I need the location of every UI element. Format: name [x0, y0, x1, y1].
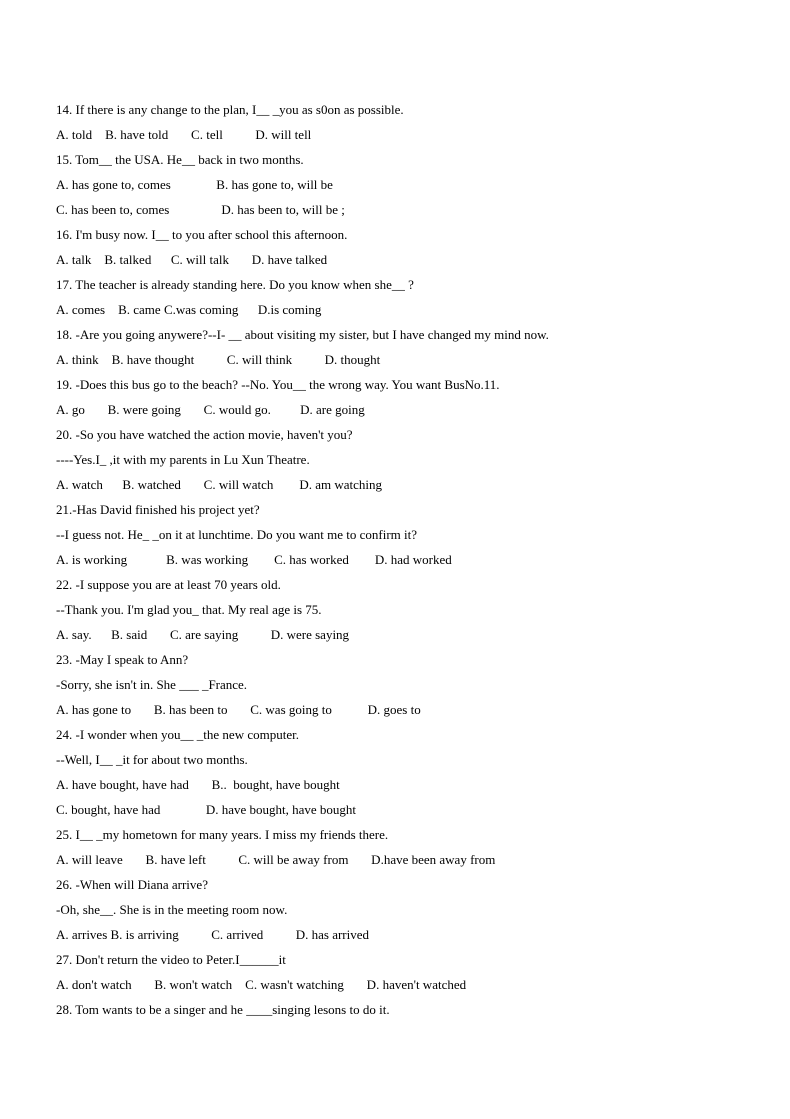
options-14: A. told B. have told C. tell D. will tell: [56, 127, 312, 142]
question-27: 27. Don't return the video to Peter.I______it: [56, 952, 286, 967]
question-23-reply: -Sorry, she isn't in. She ___ _France.: [56, 677, 248, 692]
question-21: 21.-Has David finished his project yet?: [56, 502, 260, 517]
options-22: A. say. B. said C. are saying D. were saying: [56, 627, 350, 642]
options-27: A. don't watch B. won't watch C. wasn't watching D. haven't watched: [56, 977, 467, 992]
question-26-reply: -Oh, she__. She is in the meeting room now.: [56, 902, 288, 917]
question-18: 18. -Are you going anywere?--I- __ about visiting my sister, but I have changed my mind now.: [56, 327, 549, 342]
options-25: A. will leave B. have left C. will be away from D.have been away from: [56, 852, 496, 867]
options-21: A. is working B. was working C. has worked D. had worked: [56, 552, 452, 567]
options-23: A. has gone to B. has been to C. was going to D. goes to: [56, 702, 421, 717]
options-24-row-1: A. have bought, have had B.. bought, have bought: [56, 777, 340, 792]
question-15: 15. Tom__ the USA. He__ back in two months.: [56, 152, 304, 167]
exercise-text: [56, 100, 756, 1025]
question-16: 16. I'm busy now. I__ to you after school this afternoon.: [56, 227, 348, 242]
options-16: A. talk B. talked C. will talk D. have talked: [56, 252, 328, 267]
options-24-row-2: C. bought, have had D. have bought, have bought: [56, 802, 357, 817]
question-22-reply: --Thank you. I'm glad you_ that. My real age is 75.: [56, 602, 322, 617]
question-20-reply: ----Yes.I_ ,it with my parents in Lu Xun Theatre.: [56, 452, 310, 467]
options-19: A. go B. were going C. would go. D. are going: [56, 402, 365, 417]
question-24-reply: --Well, I__ _it for about two months.: [56, 752, 248, 767]
question-17: 17. The teacher is already standing here. Do you know when she__ ?: [56, 277, 414, 292]
options-15-row-1: A. has gone to, comes B. has gone to, will be: [56, 177, 333, 192]
options-15-row-2: C. has been to, comes D. has been to, will be ;: [56, 202, 345, 217]
question-28: 28. Tom wants to be a singer and he ____singing lesons to do it.: [56, 1002, 390, 1017]
question-14: 14. If there is any change to the plan, I__ _you as s0on as possible.: [56, 102, 404, 117]
question-26: 26. -When will Diana arrive?: [56, 877, 208, 892]
options-20: A. watch B. watched C. will watch D. am watching: [56, 477, 383, 492]
question-24: 24. -I wonder when you__ _the new computer.: [56, 727, 299, 742]
question-20: 20. -So you have watched the action movie, haven't you?: [56, 427, 353, 442]
options-26: A. arrives B. is arriving C. arrived D. has arrived: [56, 927, 370, 942]
question-22: 22. -I suppose you are at least 70 years old.: [56, 577, 281, 592]
question-25: 25. I__ _my hometown for many years. I miss my friends there.: [56, 827, 389, 842]
question-21-reply: --I guess not. He_ _on it at lunchtime. Do you want me to confirm it?: [56, 527, 418, 542]
question-19: 19. -Does this bus go to the beach? --No. You__ the wrong way. You want BusNo.11.: [56, 377, 500, 392]
options-17: A. comes B. came C.was coming D.is coming: [56, 302, 322, 317]
question-23: 23. -May I speak to Ann?: [56, 652, 189, 667]
options-18: A. think B. have thought C. will think D. thought: [56, 352, 381, 367]
